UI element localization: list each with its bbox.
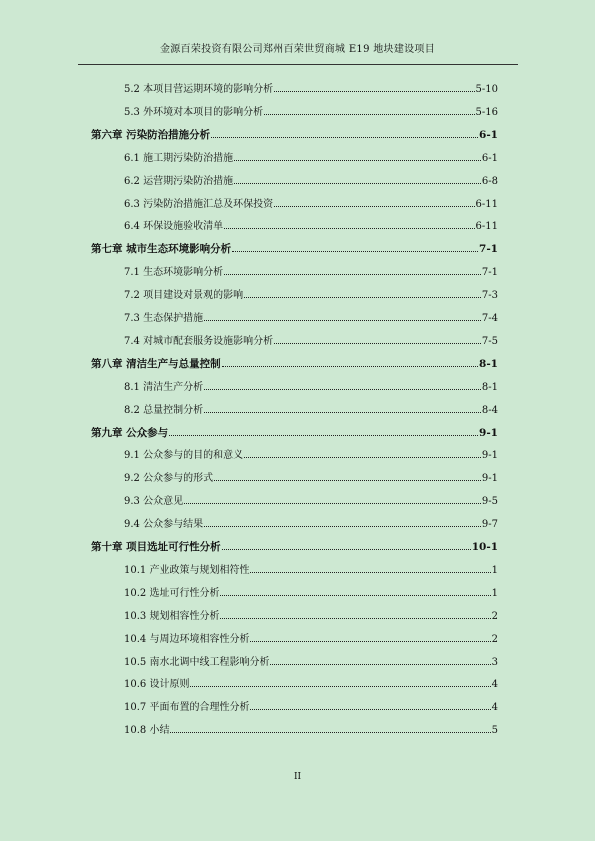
toc-section-entry[interactable] bbox=[124, 655, 498, 669]
toc-entry-title: 6.4 环保设施验收清单 bbox=[124, 221, 224, 233]
toc-entry-title: 5.3 外环境对本项目的影响分析 bbox=[124, 106, 264, 118]
toc-entry-page-number: 9-7 bbox=[481, 519, 498, 531]
toc-entry-title: 10.2 选址可行性分析 bbox=[124, 587, 220, 599]
dot-leader bbox=[204, 311, 481, 321]
toc-section-entry[interactable] bbox=[124, 494, 498, 508]
toc-section-entry[interactable] bbox=[124, 448, 498, 462]
toc-entry-page-number: 5-10 bbox=[475, 84, 498, 95]
toc-section-entry[interactable] bbox=[124, 609, 498, 623]
toc-entry-title: 9.2 公众参与的形式 bbox=[124, 473, 214, 485]
toc-entry-title: 10.7 平面布置的合理性分析 bbox=[124, 702, 250, 714]
toc-entry-title: 10.3 规划相容性分析 bbox=[124, 610, 220, 622]
toc-entry-page-number: 10-1 bbox=[471, 541, 498, 553]
toc-entry-page-number: 7-4 bbox=[481, 313, 498, 324]
dot-leader bbox=[274, 82, 474, 92]
toc-entry-title: 10.1 产业政策与规划相符性 bbox=[124, 564, 250, 576]
toc-section-entry[interactable] bbox=[124, 174, 498, 188]
toc-entry-page-number: 2 bbox=[491, 633, 498, 645]
toc-entry-page-number: 7-1 bbox=[479, 243, 498, 256]
toc-entry-page-number: 9-1 bbox=[481, 473, 498, 485]
toc-entry-title: 8.1 清洁生产分析 bbox=[124, 381, 204, 393]
toc-entry-page-number: 8-1 bbox=[481, 381, 498, 393]
toc-entry-title: 10.6 设计原则 bbox=[124, 679, 190, 691]
toc-section-entry[interactable] bbox=[124, 700, 498, 714]
toc-section-entry[interactable] bbox=[124, 105, 498, 119]
toc-entry-page-number: 4 bbox=[491, 679, 498, 691]
dot-leader bbox=[220, 586, 490, 596]
dot-leader bbox=[250, 700, 490, 710]
toc-entry-page-number: 5-16 bbox=[475, 106, 498, 118]
dot-leader bbox=[234, 151, 481, 161]
dot-leader bbox=[224, 265, 481, 275]
dot-leader bbox=[204, 380, 481, 390]
toc-chapter-entry[interactable] bbox=[91, 242, 498, 256]
toc-section-entry[interactable] bbox=[124, 82, 498, 96]
toc-entry-page-number: 9-5 bbox=[481, 496, 498, 508]
toc-section-entry[interactable] bbox=[124, 219, 498, 233]
dot-leader bbox=[232, 242, 478, 252]
toc-entry-page-number: 7-1 bbox=[481, 267, 498, 279]
page-number: II bbox=[293, 772, 302, 782]
toc-entry-page-number: 6-1 bbox=[481, 152, 498, 164]
dot-leader bbox=[214, 471, 481, 481]
dot-leader bbox=[184, 494, 481, 504]
toc-section-entry[interactable] bbox=[124, 632, 498, 646]
dot-leader bbox=[211, 128, 478, 138]
dot-leader bbox=[224, 219, 474, 229]
toc-entry-title: 7.1 生态环境影响分析 bbox=[124, 267, 224, 279]
toc-section-entry[interactable] bbox=[124, 403, 498, 417]
toc-entry-title: 第九章 公众参与 bbox=[91, 426, 169, 439]
toc-entry-page-number: 6-8 bbox=[481, 175, 498, 187]
toc-entry-page-number: 7-5 bbox=[481, 335, 498, 347]
toc-entry-title: 7.4 对城市配套服务设施影响分析 bbox=[124, 335, 274, 347]
toc-section-entry[interactable] bbox=[124, 334, 498, 348]
toc-entry-title: 6.3 污染防治措施汇总及环保投资 bbox=[124, 198, 274, 210]
toc-entry-title: 5.2 本项目营运期环境的影响分析 bbox=[124, 84, 274, 95]
toc-entry-page-number: 2 bbox=[491, 610, 498, 622]
toc-section-entry[interactable] bbox=[124, 288, 498, 302]
toc-section-entry[interactable] bbox=[124, 265, 498, 279]
toc-entry-page-number: 1 bbox=[491, 587, 498, 599]
toc-entry-page-number: 5 bbox=[491, 725, 498, 737]
header-divider bbox=[78, 64, 518, 65]
toc-entry-page-number: 6-11 bbox=[475, 198, 498, 210]
toc-entry-title: 10.8 小结 bbox=[124, 725, 170, 737]
toc-entry-title: 10.4 与周边环境相容性分析 bbox=[124, 633, 250, 645]
dot-leader bbox=[264, 105, 474, 115]
dot-leader bbox=[234, 174, 481, 184]
dot-leader bbox=[244, 448, 481, 458]
toc-entry-title: 10.5 南水北调中线工程影响分析 bbox=[124, 656, 270, 668]
toc-entry-title: 第八章 清洁生产与总量控制 bbox=[91, 357, 221, 370]
toc-chapter-entry[interactable] bbox=[91, 540, 498, 554]
dot-leader bbox=[222, 357, 478, 367]
toc-entry-page-number: 1 bbox=[491, 564, 498, 576]
toc-entry-page-number: 9-1 bbox=[481, 450, 498, 462]
toc-entry-title: 9.1 公众参与的目的和意义 bbox=[124, 450, 244, 462]
toc-entry-page-number: 6-1 bbox=[479, 128, 498, 141]
toc-entry-page-number: 8-1 bbox=[479, 357, 498, 370]
toc-entry-page-number: 6-11 bbox=[475, 221, 498, 233]
toc-entry-title: 第六章 污染防治措施分析 bbox=[91, 128, 211, 141]
dot-leader bbox=[270, 655, 490, 665]
dot-leader bbox=[220, 609, 490, 619]
dot-leader bbox=[170, 723, 490, 733]
toc-section-entry[interactable] bbox=[124, 151, 498, 165]
toc-entry-title: 9.4 公众参与结果 bbox=[124, 519, 204, 531]
toc-section-entry[interactable] bbox=[124, 677, 498, 691]
toc-chapter-entry[interactable] bbox=[91, 128, 498, 142]
toc-entry-page-number: 4 bbox=[491, 702, 498, 714]
toc-entry-page-number: 8-4 bbox=[481, 404, 498, 416]
toc-entry-title: 7.3 生态保护措施 bbox=[124, 313, 204, 324]
dot-leader bbox=[250, 563, 490, 573]
dot-leader bbox=[222, 540, 471, 550]
toc-section-entry[interactable] bbox=[124, 723, 498, 737]
running-header: 金源百荣投资有限公司郑州百荣世贸商城 E19 地块建设项目 bbox=[159, 44, 436, 55]
toc-section-entry[interactable] bbox=[124, 471, 498, 485]
dot-leader bbox=[204, 403, 481, 413]
toc-entry-page-number: 3 bbox=[491, 656, 498, 668]
toc-section-entry[interactable] bbox=[124, 586, 498, 600]
dot-leader bbox=[190, 677, 490, 687]
toc-entry-title: 7.2 项目建设对景观的影响 bbox=[124, 290, 244, 302]
toc-entry-title: 9.3 公众意见 bbox=[124, 496, 184, 508]
toc-section-entry[interactable] bbox=[124, 517, 498, 531]
toc-chapter-entry[interactable] bbox=[91, 357, 498, 371]
toc-entry-page-number: 7-3 bbox=[481, 290, 498, 302]
toc-chapter-entry[interactable] bbox=[91, 426, 498, 440]
toc-section-entry[interactable] bbox=[124, 197, 498, 211]
dot-leader bbox=[244, 288, 481, 298]
toc-section-entry[interactable] bbox=[124, 380, 498, 394]
dot-leader bbox=[250, 632, 490, 642]
dot-leader bbox=[274, 197, 474, 207]
dot-leader bbox=[204, 517, 481, 527]
toc-entry-title: 第十章 项目选址可行性分析 bbox=[91, 541, 221, 553]
toc-entry-title: 8.2 总量控制分析 bbox=[124, 404, 204, 416]
toc-section-entry[interactable] bbox=[124, 311, 498, 325]
toc-section-entry[interactable] bbox=[124, 563, 498, 577]
toc-entry-title: 第七章 城市生态环境影响分析 bbox=[91, 243, 232, 256]
toc-entry-title: 6.2 运营期污染防治措施 bbox=[124, 175, 234, 187]
dot-leader bbox=[274, 334, 481, 344]
toc-entry-title: 6.1 施工期污染防治措施 bbox=[124, 152, 234, 164]
dot-leader bbox=[169, 426, 478, 436]
toc-entry-page-number: 9-1 bbox=[479, 426, 498, 439]
